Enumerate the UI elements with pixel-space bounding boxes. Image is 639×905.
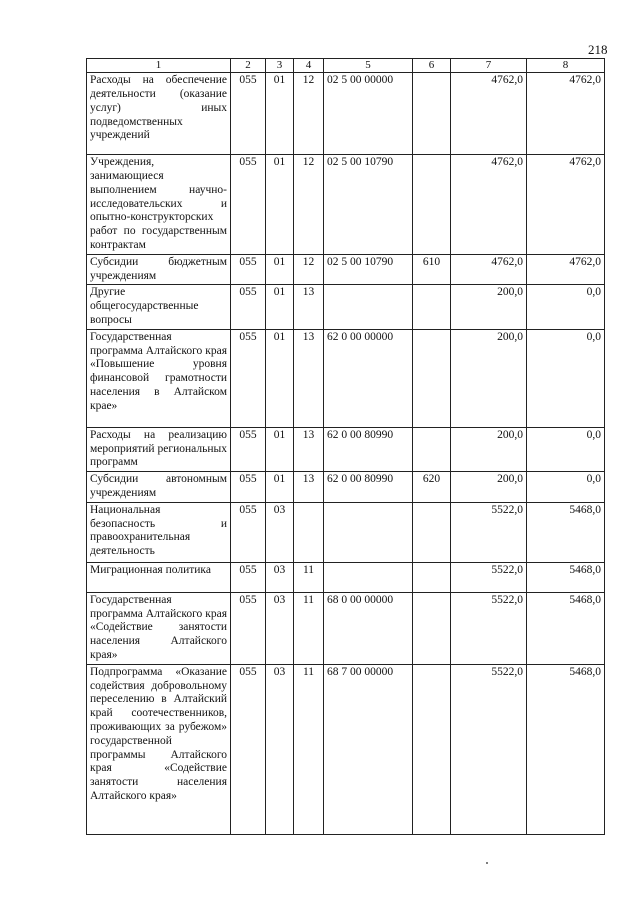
row-rz: 01	[266, 155, 294, 255]
row-grbs: 055	[231, 155, 266, 255]
budget-table	[86, 58, 605, 835]
row-name: Миграционная политика	[87, 562, 231, 592]
row-rz: 03	[266, 502, 294, 562]
row-sum-1: 200,0	[451, 285, 527, 329]
row-grbs: 055	[231, 502, 266, 562]
row-sum-2: 5468,0	[527, 592, 605, 664]
header-col-2: 2	[231, 59, 266, 73]
row-vr	[413, 427, 451, 471]
header-col-4: 4	[294, 59, 324, 73]
row-vr: 620	[413, 472, 451, 503]
row-grbs: 055	[231, 562, 266, 592]
row-csr: 02 5 00 10790	[324, 155, 413, 255]
row-sum-2: 5468,0	[527, 502, 605, 562]
row-pr: 13	[294, 427, 324, 471]
header-col-8: 8	[527, 59, 605, 73]
table-row	[87, 254, 605, 285]
row-sum-2: 4762,0	[527, 73, 605, 155]
row-rz: 03	[266, 562, 294, 592]
row-sum-1: 4762,0	[451, 155, 527, 255]
row-sum-1: 4762,0	[451, 73, 527, 155]
row-name: Государственная программа Алтайского края «Повышение уровня финансовой грамотности населения в Алтайском крае»	[87, 329, 231, 427]
table-row	[87, 329, 605, 427]
row-rz: 01	[266, 427, 294, 471]
header-col-5: 5	[324, 59, 413, 73]
row-vr	[413, 155, 451, 255]
row-vr	[413, 329, 451, 427]
row-rz: 01	[266, 285, 294, 329]
row-csr	[324, 562, 413, 592]
row-pr: 12	[294, 73, 324, 155]
row-name: Государственная программа Алтайского края «Содействие занятости населения Алтайского края»	[87, 592, 231, 664]
header-col-7: 7	[451, 59, 527, 73]
row-rz: 01	[266, 254, 294, 285]
row-pr: 12	[294, 254, 324, 285]
row-pr: 11	[294, 562, 324, 592]
row-csr: 02 5 00 00000	[324, 73, 413, 155]
row-grbs: 055	[231, 664, 266, 834]
row-vr	[413, 592, 451, 664]
row-pr	[294, 502, 324, 562]
table-row	[87, 285, 605, 329]
row-vr	[413, 502, 451, 562]
table-row	[87, 592, 605, 664]
row-sum-1: 5522,0	[451, 502, 527, 562]
row-grbs: 055	[231, 427, 266, 471]
header-col-6: 6	[413, 59, 451, 73]
row-pr: 13	[294, 329, 324, 427]
row-rz: 01	[266, 472, 294, 503]
row-grbs: 055	[231, 472, 266, 503]
table-row	[87, 502, 605, 562]
row-pr: 12	[294, 155, 324, 255]
row-grbs: 055	[231, 285, 266, 329]
row-grbs: 055	[231, 73, 266, 155]
table-row	[87, 562, 605, 592]
row-csr: 68 0 00 00000	[324, 592, 413, 664]
row-vr	[413, 664, 451, 834]
row-name: Учреждения, занимающиеся выполнением научно-исследовательских и опытно-конструкторских работ по государственным контрактам	[87, 155, 231, 255]
page-number: 218	[588, 42, 608, 57]
row-sum-2: 4762,0	[527, 254, 605, 285]
table-row	[87, 155, 605, 255]
table-row	[87, 664, 605, 834]
scan-speck	[486, 862, 488, 864]
row-csr: 02 5 00 10790	[324, 254, 413, 285]
row-sum-2: 5468,0	[527, 562, 605, 592]
row-sum-1: 200,0	[451, 472, 527, 503]
row-sum-2: 0,0	[527, 329, 605, 427]
row-grbs: 055	[231, 329, 266, 427]
row-rz: 03	[266, 592, 294, 664]
row-rz: 01	[266, 73, 294, 155]
row-csr: 62 0 00 00000	[324, 329, 413, 427]
row-pr: 13	[294, 472, 324, 503]
row-vr	[413, 562, 451, 592]
row-name: Национальная безопасность и правоохранительная деятельность	[87, 502, 231, 562]
row-sum-2: 0,0	[527, 427, 605, 471]
header-col-1: 1	[87, 59, 231, 73]
table-header-row	[87, 59, 605, 73]
row-name: Подпрограмма «Оказание содействия добровольному переселению в Алтайский край соотечественников, проживающих за рубежом» государственной программы Алтайского края «Содействие занятости населения Алтайского края»	[87, 664, 231, 834]
row-name: Расходы на обеспечение деятельности (оказание услуг) иных подведомственных учреждений	[87, 73, 231, 155]
row-csr	[324, 502, 413, 562]
row-pr: 11	[294, 664, 324, 834]
row-grbs: 055	[231, 592, 266, 664]
table-row	[87, 427, 605, 471]
row-pr: 11	[294, 592, 324, 664]
row-name: Другие общегосударственные вопросы	[87, 285, 231, 329]
table-row	[87, 73, 605, 155]
row-grbs: 055	[231, 254, 266, 285]
row-sum-1: 5522,0	[451, 592, 527, 664]
row-sum-1: 200,0	[451, 427, 527, 471]
row-rz: 01	[266, 329, 294, 427]
row-vr: 610	[413, 254, 451, 285]
row-name: Расходы на реализацию мероприятий региональных программ	[87, 427, 231, 471]
row-sum-2: 0,0	[527, 285, 605, 329]
row-sum-2: 4762,0	[527, 155, 605, 255]
row-name: Субсидии автономным учреждениям	[87, 472, 231, 503]
row-vr	[413, 285, 451, 329]
row-sum-1: 5522,0	[451, 664, 527, 834]
row-sum-2: 5468,0	[527, 664, 605, 834]
row-vr	[413, 73, 451, 155]
row-csr: 62 0 00 80990	[324, 472, 413, 503]
row-csr: 62 0 00 80990	[324, 427, 413, 471]
row-sum-1: 5522,0	[451, 562, 527, 592]
row-sum-1: 200,0	[451, 329, 527, 427]
row-pr: 13	[294, 285, 324, 329]
row-csr: 68 7 00 00000	[324, 664, 413, 834]
row-rz: 03	[266, 664, 294, 834]
row-name: Субсидии бюджетным учреждениям	[87, 254, 231, 285]
row-csr	[324, 285, 413, 329]
row-sum-2: 0,0	[527, 472, 605, 503]
row-sum-1: 4762,0	[451, 254, 527, 285]
header-col-3: 3	[266, 59, 294, 73]
table-row	[87, 472, 605, 503]
